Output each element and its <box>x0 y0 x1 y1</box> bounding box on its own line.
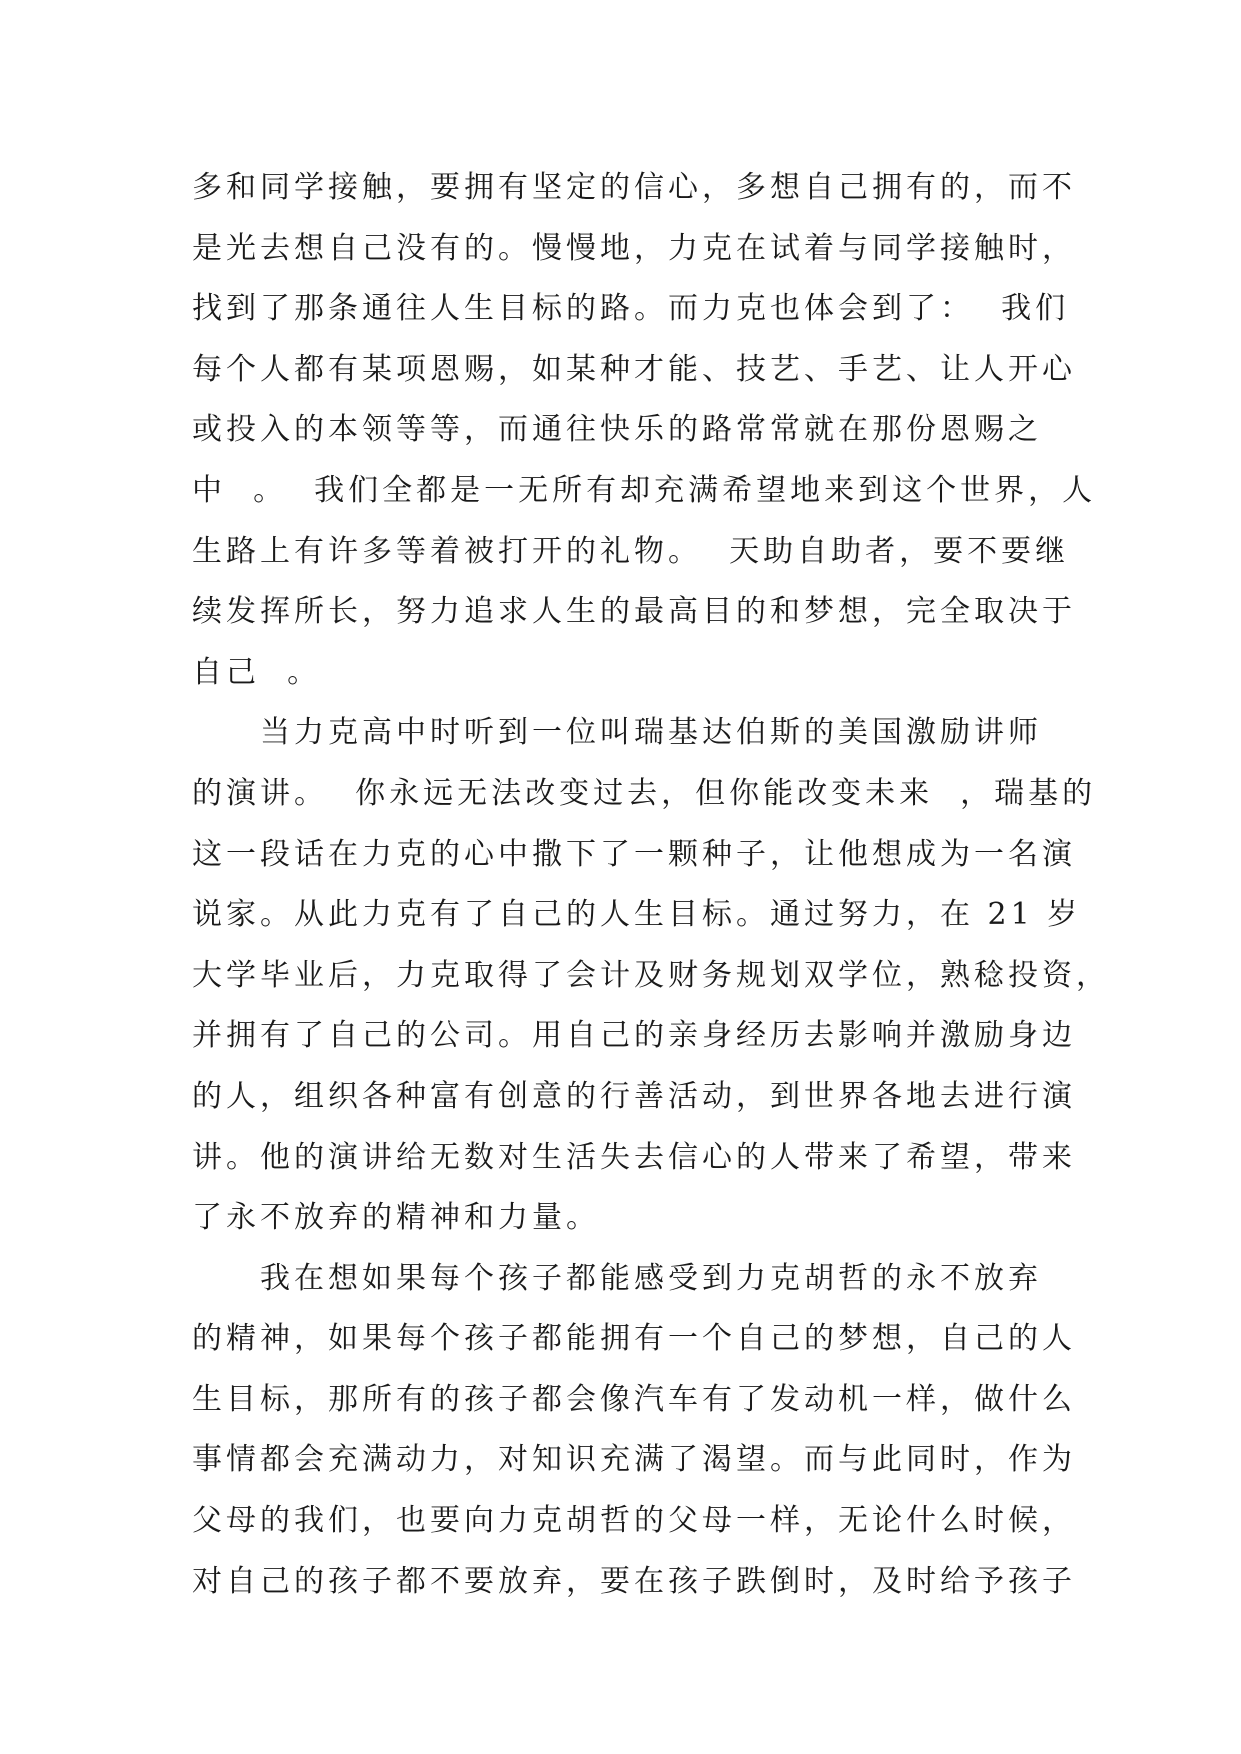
text-line: 生目标，那所有的孩子都会像汽车有了发动机一样，做什么 <box>192 1381 1076 1417</box>
text-line: 大学毕业后，力克取得了会计及财务规划双学位，熟稔投资， <box>192 957 1110 993</box>
text-line: 父母的我们，也要向力克胡哲的父母一样，无论什么时候， <box>192 1503 1076 1539</box>
text-line: 多和同学接触，要拥有坚定的信心，多想自己拥有的，而不 <box>192 170 1076 205</box>
text-line: 对自己的孩子都不要放弃，要在孩子跌倒时，及时给予孩子 <box>192 1563 1076 1599</box>
text-line: 或投入的本领等等，而通往快乐的路常常就在那份恩赐之 <box>192 412 1042 448</box>
text-line: 中 。 我们全都是一无所有却充满希望地来到这个世界，人 <box>192 472 1097 508</box>
text-line: 每个人都有某项恩赐，如某种才能、技艺、手艺、让人开心 <box>192 351 1076 387</box>
text-line: 生路上有许多等着被打开的礼物。 天助自助者，要不要继 <box>192 533 1070 569</box>
body-text <box>192 158 1110 1612</box>
text-line: 的精神，如果每个孩子都能拥有一个自己的梦想，自己的人 <box>192 1321 1076 1357</box>
text-line: 这一段话在力克的心中撒下了一颗种子，让他想成为一名演 <box>192 836 1076 872</box>
text-line: 的人，组织各种富有创意的行善活动，到世界各地去进行演 <box>192 1078 1076 1114</box>
text-line: 续发挥所长，努力追求人生的最高目的和梦想，完全取决于 <box>192 594 1076 630</box>
text-line: 讲。他的演讲给无数对生活失去信心的人带来了希望，带来 <box>192 1139 1076 1175</box>
paragraph-first-line: 我在想如果每个孩子都能感受到力克胡哲的永不放弃 <box>260 1260 1042 1296</box>
text-line: 自己 。 <box>192 654 322 690</box>
text-line: 了永不放弃的精神和力量。 <box>192 1200 600 1236</box>
text-line: 事情都会充满动力，对知识充满了渴望。而与此同时，作为 <box>192 1442 1076 1478</box>
text-line: 说家。从此力克有了自己的人生目标。通过努力，在 21 岁 <box>192 897 1082 933</box>
text-line: 找到了那条通往人生目标的路。而力克也体会到了： 我们 <box>192 291 1070 327</box>
text-line: 并拥有了自己的公司。用自己的亲身经历去影响并激励身边 <box>192 1018 1076 1054</box>
text-line: 是光去想自己没有的。慢慢地，力克在试着与同学接触时， <box>192 230 1076 266</box>
paragraph-first-line: 当力克高中时听到一位叫瑞基达伯斯的美国激励讲师 <box>260 715 1042 751</box>
text-line: 的演讲。 你永远无法改变过去，但你能改变未来 ，瑞基的 <box>192 775 1097 811</box>
